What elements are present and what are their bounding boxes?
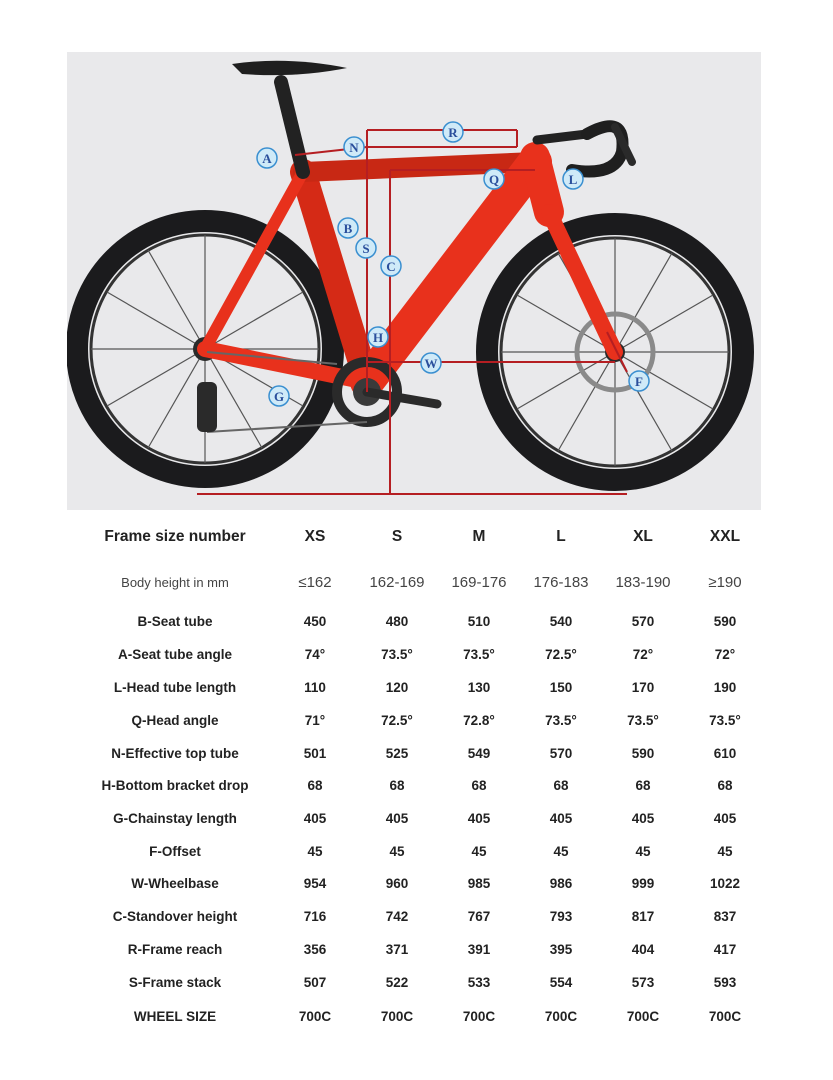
row-label: L-Head tube length [113, 680, 237, 695]
table-cell: 45 [389, 844, 405, 859]
table-cell: 767 [467, 909, 491, 924]
table-cell: 120 [385, 680, 409, 695]
table-cell: 45 [471, 844, 487, 859]
row-label: B-Seat tube [137, 614, 213, 629]
table-cell: 356 [303, 942, 327, 957]
row-label: C-Standover height [112, 909, 238, 924]
table-cell: 700C [298, 1009, 332, 1024]
table-cell: ≥190 [708, 574, 742, 591]
label-f: F [635, 374, 643, 389]
table-cell: 960 [385, 876, 409, 891]
header-size: S [391, 528, 403, 545]
table-cell: 554 [549, 975, 573, 990]
table-cell: 405 [631, 811, 655, 826]
row-label: W-Wheelbase [131, 876, 219, 891]
table-cell: 405 [713, 811, 737, 826]
table-cell: 793 [549, 909, 573, 924]
table-cell: 700C [462, 1009, 496, 1024]
table-cell: 405 [549, 811, 573, 826]
label-r: R [448, 125, 458, 140]
table-cell: 1022 [709, 876, 741, 891]
label-b: B [343, 221, 353, 236]
table-cell: 45 [717, 844, 733, 859]
table-cell: 110 [304, 680, 326, 695]
table-row [67, 837, 761, 867]
table-cell: 68 [635, 778, 651, 793]
table-cell: 176-183 [533, 574, 589, 591]
table-cell: 72.5° [545, 647, 577, 662]
table-cell: 150 [549, 680, 573, 695]
table-cell: 72° [714, 647, 736, 662]
header-label: Frame size number [104, 528, 246, 545]
table-row [67, 1002, 761, 1032]
table-cell: 700C [708, 1009, 742, 1024]
table-cell: 540 [549, 614, 573, 629]
table-row [67, 640, 761, 670]
table-cell: 71° [304, 713, 326, 728]
row-label: H-Bottom bracket drop [101, 778, 249, 793]
table-cell: 405 [467, 811, 491, 826]
label-s: S [362, 241, 370, 256]
table-row [67, 739, 761, 769]
table-row [67, 673, 761, 703]
table-cell: 68 [717, 778, 733, 793]
header-size: XS [304, 528, 326, 545]
table-cell: 73.5° [463, 647, 495, 662]
table-cell: 450 [303, 614, 327, 629]
table-cell: 72° [632, 647, 654, 662]
table-cell: 73.5° [381, 647, 413, 662]
table-cell: 371 [385, 942, 409, 957]
label-h: H [372, 330, 384, 345]
table-cell: 169-176 [451, 574, 507, 591]
table-cell: 954 [303, 876, 327, 891]
table-cell: 395 [549, 942, 573, 957]
table-cell: 68 [471, 778, 487, 793]
table-cell: 404 [631, 942, 655, 957]
table-row [67, 902, 761, 932]
row-label: Q-Head angle [131, 713, 219, 728]
table-cell: 525 [385, 746, 409, 761]
cockpit [232, 61, 632, 172]
table-cell: 391 [467, 942, 491, 957]
table-cell: 593 [713, 975, 737, 990]
table-cell: 73.5° [709, 713, 741, 728]
table-cell: 999 [631, 876, 655, 891]
table-cell: 522 [385, 975, 409, 990]
table-cell: 700C [626, 1009, 660, 1024]
table-row [67, 706, 761, 736]
table-cell: 72.8° [463, 713, 495, 728]
table-cell: 549 [467, 746, 491, 761]
table-cell: 742 [385, 909, 409, 924]
table-row [67, 607, 761, 637]
label-l: L [568, 172, 578, 187]
table-cell: 610 [713, 746, 737, 761]
table-row [67, 869, 761, 899]
table-row [67, 568, 761, 598]
table-cell: 68 [307, 778, 323, 793]
table-cell: 45 [635, 844, 651, 859]
table-cell: 162-169 [369, 574, 425, 591]
bike-illustration [67, 52, 761, 510]
table-row [67, 968, 761, 998]
frame [205, 157, 615, 382]
label-n: N [349, 140, 359, 155]
table-cell: 700C [544, 1009, 578, 1024]
table-cell: 570 [631, 614, 655, 629]
table-cell: 570 [549, 746, 573, 761]
table-header-row [67, 522, 761, 552]
table-row [67, 804, 761, 834]
table-row [67, 935, 761, 965]
table-cell: 817 [631, 909, 655, 924]
table-cell: 480 [385, 614, 409, 629]
bike-geometry-diagram [67, 52, 761, 510]
row-label: Body height in mm [121, 575, 229, 590]
row-label: WHEEL SIZE [133, 1009, 217, 1024]
table-cell: 45 [553, 844, 569, 859]
row-label: R-Frame reach [127, 942, 223, 957]
row-label: G-Chainstay length [113, 811, 237, 826]
table-cell: 45 [307, 844, 323, 859]
table-cell: 700C [380, 1009, 414, 1024]
table-cell: 590 [631, 746, 655, 761]
table-cell: 405 [385, 811, 409, 826]
label-q: Q [488, 172, 500, 187]
table-cell: 68 [389, 778, 405, 793]
table-cell: 417 [713, 942, 737, 957]
header-size: L [556, 528, 566, 545]
header-size: XXL [709, 528, 741, 545]
table-cell: 73.5° [627, 713, 659, 728]
table-cell: 74° [304, 647, 326, 662]
table-cell: 170 [631, 680, 655, 695]
header-size: M [472, 528, 486, 545]
row-label: A-Seat tube angle [117, 647, 233, 662]
label-g: G [273, 389, 285, 404]
table-cell: 716 [303, 909, 327, 924]
table-cell: ≤162 [298, 574, 332, 591]
table-cell: 986 [549, 876, 573, 891]
label-a: A [262, 151, 272, 166]
row-label: F-Offset [149, 844, 201, 859]
label-w: W [424, 356, 438, 371]
table-cell: 73.5° [545, 713, 577, 728]
table-cell: 837 [713, 909, 737, 924]
table-cell: 510 [467, 614, 491, 629]
row-label: S-Frame stack [128, 975, 222, 990]
table-cell: 533 [467, 975, 491, 990]
table-cell: 590 [713, 614, 737, 629]
table-cell: 985 [467, 876, 491, 891]
label-c: C [386, 259, 396, 274]
table-cell: 72.5° [381, 713, 413, 728]
table-cell: 405 [303, 811, 327, 826]
table-cell: 183-190 [615, 574, 671, 591]
table-cell: 190 [713, 680, 737, 695]
table-cell: 130 [467, 680, 491, 695]
table-cell: 68 [553, 778, 569, 793]
table-cell: 507 [303, 975, 327, 990]
table-row [67, 771, 761, 801]
table-cell: 573 [631, 975, 655, 990]
row-label: N-Effective top tube [111, 746, 239, 761]
table-cell: 501 [303, 746, 327, 761]
header-size: XL [633, 528, 653, 545]
